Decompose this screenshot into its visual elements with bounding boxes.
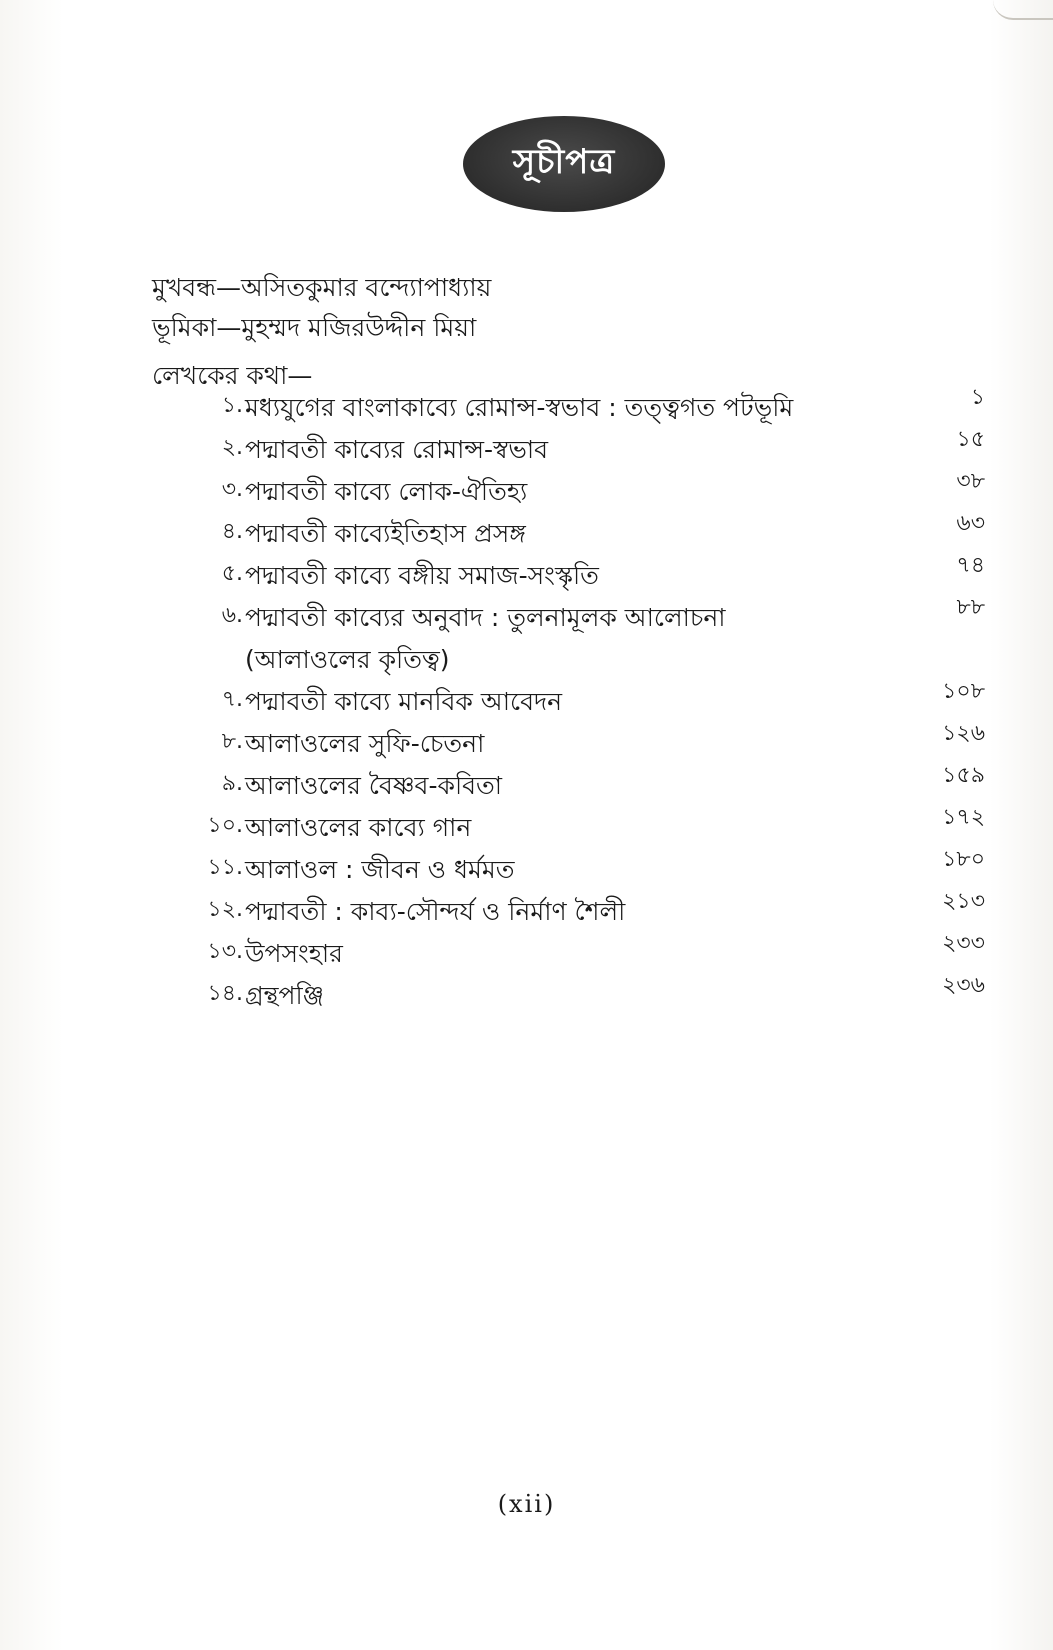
chapter-title: মধ্যযুগের বাংলাকাব্যে রোমান্স-স্বভাব : তত্ত্বগত পটভূমি [245,393,794,422]
chapter-title: পদ্মাবতী কাব্যে বঙ্গীয় সমাজ-সংস্কৃতি [245,561,599,590]
chapter-number: ২. [221,435,243,460]
chapter-page: ৬৩ [956,511,985,536]
front-matter-introduction: ভূমিকা—মুহম্মদ মজিরউদ্দীন মিয়া [152,313,477,342]
chapter-title: পদ্মাবতী কাব্যেইতিহাস প্রসঙ্গ [245,519,526,548]
chapter-title: পদ্মাবতী কাব্যে মানবিক আবেদন [245,687,563,716]
toc-entry [0,469,1053,512]
front-matter-author-note: লেখকের কথা— [152,361,313,390]
chapter-page: ১ [970,385,985,410]
chapter-number: ১১. [207,855,243,880]
toc-entry [0,595,1053,680]
chapter-number: ৩. [221,477,243,502]
chapter-page: ৭৪ [956,553,985,578]
chapter-page: ৮৮ [956,595,985,620]
chapter-number: ৯. [221,771,243,796]
chapter-page: ২৩৩ [942,931,985,956]
chapter-number: ৮. [221,729,243,754]
toc-entry [0,511,1053,554]
chapter-number: ১৩. [207,939,243,964]
page-edge-mark [993,0,1053,20]
chapter-title: উপসংহার [245,939,343,968]
chapter-title: আলাওল : জীবন ও ধর্মমত [245,855,515,884]
chapter-page: ৩৮ [956,469,985,494]
toc-entry [0,973,1053,1016]
front-matter-foreword: মুখবন্ধ—অসিতকুমার বন্দ্যোপাধ্যায় [152,273,492,302]
toc-entry [0,805,1053,848]
page-title: সূচীপত্র [512,141,616,182]
toc-entry [0,763,1053,806]
toc-entry [0,847,1053,890]
toc-entry [0,931,1053,974]
toc-entry [0,679,1053,722]
chapter-page: ১৭২ [942,805,985,830]
chapter-title: পদ্মাবতী কাব্যে লোক-ঐতিহ্য [245,477,528,506]
chapter-title: আলাওলের বৈষ্ণব-কবিতা [245,771,503,800]
chapter-title: পদ্মাবতী : কাব্য-সৌন্দর্য ও নির্মাণ শৈলী [245,897,626,926]
toc-entry [0,721,1053,764]
chapter-number: ১০. [207,813,243,838]
chapter-number: ১৪. [207,981,243,1006]
toc-entry [0,385,1053,428]
chapter-number: ১. [221,393,243,418]
chapter-page: ১৮০ [942,847,985,872]
chapter-number: ৪. [221,519,243,544]
chapter-title: গ্রন্থপঞ্জি [245,981,324,1010]
chapter-page: ১০৮ [942,679,985,704]
chapter-title: পদ্মাবতী কাব্যের অনুবাদ : তুলনামূলক আলোচনা [245,603,726,632]
toc-entry [0,427,1053,470]
chapter-number: ৬. [221,603,243,628]
page-folio: (xii) [497,1490,556,1518]
chapter-title: আলাওলের কাব্যে গান [245,813,472,842]
chapter-page: ২৩৬ [942,973,985,998]
chapter-title-continuation: (আলাওলের কৃতিত্ব) [245,645,450,674]
chapter-page: ২১৩ [942,889,985,914]
chapter-page: ১৫৯ [942,763,985,788]
chapter-title: পদ্মাবতী কাব্যের রোমান্স-স্বভাব [245,435,549,464]
toc-entry [0,553,1053,596]
chapter-title: আলাওলের সুফি-চেতনা [245,729,485,758]
chapter-page: ১২৬ [942,721,985,746]
title-badge [463,116,665,212]
chapter-page: ১৫ [956,427,985,452]
toc-entry [0,889,1053,932]
chapter-number: ১২. [207,897,243,922]
chapter-number: ৭. [221,687,243,712]
chapter-number: ৫. [221,561,243,586]
